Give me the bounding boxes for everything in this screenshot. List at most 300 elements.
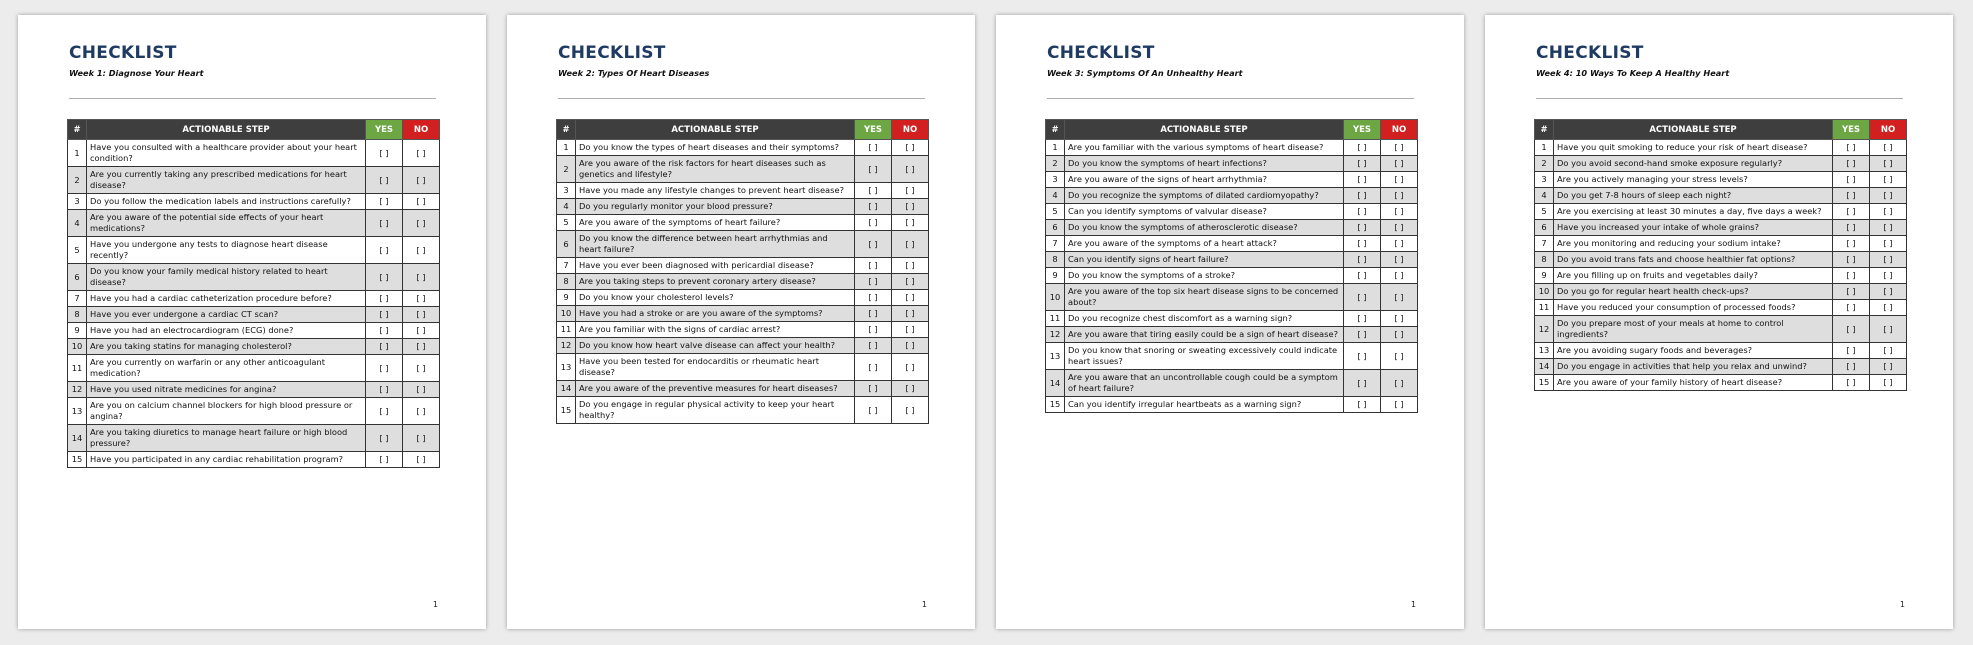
no-checkbox[interactable]: [ ] [403, 382, 440, 398]
row-number: 15 [68, 452, 87, 468]
row-number: 1 [68, 140, 87, 167]
page-number: 1 [921, 600, 927, 609]
table-row [68, 355, 440, 382]
no-checkbox[interactable]: [ ] [892, 183, 929, 199]
no-checkbox[interactable]: [ ] [403, 210, 440, 237]
no-checkbox[interactable]: [ ] [403, 452, 440, 468]
row-number: 12 [68, 382, 87, 398]
yes-checkbox[interactable]: [ ] [1344, 156, 1381, 172]
no-checkbox[interactable]: [ ] [1870, 252, 1907, 268]
no-checkbox[interactable]: [ ] [1870, 375, 1907, 391]
table-row [68, 339, 440, 355]
table-row [1046, 172, 1418, 188]
table-row [68, 194, 440, 210]
row-step-text: Are you familiar with the signs of cardiac arrest? [576, 322, 855, 338]
no-checkbox[interactable]: [ ] [403, 264, 440, 291]
page-number: 1 [1899, 600, 1905, 609]
row-step-text: Do you know your cholesterol levels? [576, 290, 855, 306]
table-row [1046, 327, 1418, 343]
table-header-row [1046, 120, 1418, 140]
yes-checkbox[interactable]: [ ] [1833, 284, 1870, 300]
page-title: CHECKLIST [1047, 43, 1155, 63]
yes-checkbox[interactable]: [ ] [1833, 375, 1870, 391]
row-step-text: Are you aware of the potential side effects of your heart medications? [87, 210, 366, 237]
no-checkbox[interactable]: [ ] [403, 425, 440, 452]
row-number: 5 [557, 215, 576, 231]
yes-checkbox[interactable]: [ ] [855, 258, 892, 274]
no-checkbox[interactable]: [ ] [1381, 188, 1418, 204]
yes-checkbox[interactable]: [ ] [366, 291, 403, 307]
divider [1536, 98, 1903, 99]
row-number: 3 [1535, 172, 1554, 188]
table-row [1535, 172, 1907, 188]
yes-checkbox[interactable]: [ ] [1344, 311, 1381, 327]
page-subtitle: Week 2: Types Of Heart Diseases [558, 68, 710, 78]
table-row [68, 452, 440, 468]
no-checkbox[interactable]: [ ] [1870, 188, 1907, 204]
no-checkbox[interactable]: [ ] [1870, 359, 1907, 375]
page-week-4 [1485, 15, 1953, 629]
row-step-text: Are you aware of the preventive measures for heart diseases? [576, 381, 855, 397]
header-no: NO [892, 120, 929, 140]
header-yes: YES [366, 120, 403, 140]
row-number: 14 [557, 381, 576, 397]
no-checkbox[interactable]: [ ] [1381, 236, 1418, 252]
table-row [557, 258, 929, 274]
no-checkbox[interactable]: [ ] [403, 194, 440, 210]
row-number: 6 [557, 231, 576, 258]
row-step-text: Do you recognize chest discomfort as a warning sign? [1065, 311, 1344, 327]
table-row [1535, 284, 1907, 300]
row-step-text: Are you on calcium channel blockers for high blood pressure or angina? [87, 398, 366, 425]
no-checkbox[interactable]: [ ] [892, 322, 929, 338]
row-number: 5 [1046, 204, 1065, 220]
no-checkbox[interactable]: [ ] [1870, 316, 1907, 343]
row-step-text: Are you familiar with the various symptoms of heart disease? [1065, 140, 1344, 156]
table-row [557, 140, 929, 156]
table-row [68, 140, 440, 167]
table-row [1535, 236, 1907, 252]
no-checkbox[interactable]: [ ] [403, 323, 440, 339]
yes-checkbox[interactable]: [ ] [366, 452, 403, 468]
yes-checkbox[interactable]: [ ] [366, 323, 403, 339]
row-step-text: Do you know the symptoms of a stroke? [1065, 268, 1344, 284]
yes-checkbox[interactable]: [ ] [855, 140, 892, 156]
yes-checkbox[interactable]: [ ] [1833, 172, 1870, 188]
row-step-text: Do you know the symptoms of heart infections? [1065, 156, 1344, 172]
row-number: 4 [1046, 188, 1065, 204]
row-step-text: Are you exercising at least 30 minutes a day, five days a week? [1554, 204, 1833, 220]
row-number: 2 [1535, 156, 1554, 172]
table-row [68, 291, 440, 307]
row-step-text: Do you engage in regular physical activity to keep your heart healthy? [576, 397, 855, 424]
yes-checkbox[interactable]: [ ] [1344, 284, 1381, 311]
header-step: ACTIONABLE STEP [1065, 120, 1344, 140]
row-step-text: Can you identify irregular heartbeats as a warning sign? [1065, 397, 1344, 413]
page-week-2 [507, 15, 975, 629]
table-row [1046, 188, 1418, 204]
row-number: 1 [1535, 140, 1554, 156]
row-number: 15 [1046, 397, 1065, 413]
header-num: # [557, 120, 576, 140]
row-number: 2 [557, 156, 576, 183]
yes-checkbox[interactable]: [ ] [855, 338, 892, 354]
row-step-text: Have you undergone any tests to diagnose heart disease recently? [87, 237, 366, 264]
table-row [68, 398, 440, 425]
row-number: 8 [557, 274, 576, 290]
no-checkbox[interactable]: [ ] [1870, 300, 1907, 316]
row-step-text: Do you know that snoring or sweating excessively could indicate heart issues? [1065, 343, 1344, 370]
table-row [557, 156, 929, 183]
checklist-table [556, 119, 929, 424]
no-checkbox[interactable]: [ ] [403, 307, 440, 323]
yes-checkbox[interactable]: [ ] [366, 339, 403, 355]
header-step: ACTIONABLE STEP [87, 120, 366, 140]
row-number: 11 [1535, 300, 1554, 316]
table-row [1535, 140, 1907, 156]
yes-checkbox[interactable]: [ ] [366, 398, 403, 425]
no-checkbox[interactable]: [ ] [1870, 268, 1907, 284]
row-step-text: Have you used nitrate medicines for angina? [87, 382, 366, 398]
yes-checkbox[interactable]: [ ] [1833, 188, 1870, 204]
row-step-text: Are you monitoring and reducing your sodium intake? [1554, 236, 1833, 252]
table-row [1535, 359, 1907, 375]
table-header-row [557, 120, 929, 140]
divider [1047, 98, 1414, 99]
no-checkbox[interactable]: [ ] [892, 140, 929, 156]
yes-checkbox[interactable]: [ ] [1833, 252, 1870, 268]
table-row [1046, 204, 1418, 220]
yes-checkbox[interactable]: [ ] [855, 215, 892, 231]
header-no: NO [1381, 120, 1418, 140]
no-checkbox[interactable]: [ ] [403, 339, 440, 355]
row-number: 10 [1046, 284, 1065, 311]
row-number: 7 [557, 258, 576, 274]
divider [558, 98, 925, 99]
no-checkbox[interactable]: [ ] [1381, 311, 1418, 327]
no-checkbox[interactable]: [ ] [1870, 343, 1907, 359]
row-step-text: Do you know the difference between heart arrhythmias and heart failure? [576, 231, 855, 258]
header-no: NO [403, 120, 440, 140]
yes-checkbox[interactable]: [ ] [1344, 327, 1381, 343]
yes-checkbox[interactable]: [ ] [855, 290, 892, 306]
yes-checkbox[interactable]: [ ] [1833, 316, 1870, 343]
no-checkbox[interactable]: [ ] [1870, 284, 1907, 300]
row-number: 3 [68, 194, 87, 210]
no-checkbox[interactable]: [ ] [1870, 140, 1907, 156]
page-week-1 [18, 15, 486, 629]
row-number: 12 [1046, 327, 1065, 343]
row-number: 10 [68, 339, 87, 355]
row-number: 4 [557, 199, 576, 215]
row-step-text: Do you engage in activities that help you relax and unwind? [1554, 359, 1833, 375]
row-step-text: Do you prepare most of your meals at home to control ingredients? [1554, 316, 1833, 343]
table-row [1535, 268, 1907, 284]
row-number: 10 [557, 306, 576, 322]
yes-checkbox[interactable]: [ ] [855, 274, 892, 290]
no-checkbox[interactable]: [ ] [1381, 370, 1418, 397]
no-checkbox[interactable]: [ ] [1381, 284, 1418, 311]
no-checkbox[interactable]: [ ] [892, 290, 929, 306]
yes-checkbox[interactable]: [ ] [1833, 300, 1870, 316]
yes-checkbox[interactable]: [ ] [1833, 343, 1870, 359]
yes-checkbox[interactable]: [ ] [366, 140, 403, 167]
header-yes: YES [855, 120, 892, 140]
row-number: 12 [1535, 316, 1554, 343]
header-yes: YES [1344, 120, 1381, 140]
row-step-text: Do you know the symptoms of atherosclerotic disease? [1065, 220, 1344, 236]
no-checkbox[interactable]: [ ] [1381, 156, 1418, 172]
yes-checkbox[interactable]: [ ] [1344, 204, 1381, 220]
table-row [68, 210, 440, 237]
yes-checkbox[interactable]: [ ] [855, 322, 892, 338]
row-step-text: Are you currently taking any prescribed medications for heart disease? [87, 167, 366, 194]
row-number: 7 [68, 291, 87, 307]
no-checkbox[interactable]: [ ] [1870, 172, 1907, 188]
no-checkbox[interactable]: [ ] [892, 231, 929, 258]
row-number: 13 [1535, 343, 1554, 359]
no-checkbox[interactable]: [ ] [1381, 327, 1418, 343]
page-subtitle: Week 3: Symptoms Of An Unhealthy Heart [1047, 68, 1243, 78]
yes-checkbox[interactable]: [ ] [855, 199, 892, 215]
header-yes: YES [1833, 120, 1870, 140]
table-row [1046, 311, 1418, 327]
table-row [1046, 343, 1418, 370]
row-step-text: Are you taking statins for managing cholesterol? [87, 339, 366, 355]
row-number: 14 [1046, 370, 1065, 397]
row-step-text: Are you aware of the signs of heart arrhythmia? [1065, 172, 1344, 188]
yes-checkbox[interactable]: [ ] [1833, 236, 1870, 252]
yes-checkbox[interactable]: [ ] [1344, 188, 1381, 204]
header-step: ACTIONABLE STEP [576, 120, 855, 140]
yes-checkbox[interactable]: [ ] [855, 156, 892, 183]
table-row [68, 323, 440, 339]
no-checkbox[interactable]: [ ] [403, 140, 440, 167]
no-checkbox[interactable]: [ ] [892, 274, 929, 290]
checklist-table [1534, 119, 1907, 391]
yes-checkbox[interactable]: [ ] [366, 264, 403, 291]
row-number: 11 [1046, 311, 1065, 327]
no-checkbox[interactable]: [ ] [403, 237, 440, 264]
table-row [557, 290, 929, 306]
row-number: 3 [557, 183, 576, 199]
row-number: 8 [1046, 252, 1065, 268]
yes-checkbox[interactable]: [ ] [855, 354, 892, 381]
table-header-row [1535, 120, 1907, 140]
yes-checkbox[interactable]: [ ] [1833, 220, 1870, 236]
row-number: 12 [557, 338, 576, 354]
no-checkbox[interactable]: [ ] [403, 167, 440, 194]
row-step-text: Do you know how heart valve disease can affect your health? [576, 338, 855, 354]
table-row [1535, 220, 1907, 236]
table-row [1535, 343, 1907, 359]
table-row [1535, 156, 1907, 172]
header-num: # [1535, 120, 1554, 140]
row-number: 8 [68, 307, 87, 323]
row-step-text: Are you aware that tiring easily could be a sign of heart disease? [1065, 327, 1344, 343]
row-number: 5 [68, 237, 87, 264]
row-step-text: Have you reduced your consumption of processed foods? [1554, 300, 1833, 316]
row-step-text: Have you consulted with a healthcare provider about your heart condition? [87, 140, 366, 167]
yes-checkbox[interactable]: [ ] [855, 397, 892, 424]
yes-checkbox[interactable]: [ ] [1344, 370, 1381, 397]
yes-checkbox[interactable]: [ ] [366, 237, 403, 264]
yes-checkbox[interactable]: [ ] [1344, 236, 1381, 252]
page-title: CHECKLIST [558, 43, 666, 63]
yes-checkbox[interactable]: [ ] [855, 381, 892, 397]
row-step-text: Can you identify symptoms of valvular disease? [1065, 204, 1344, 220]
no-checkbox[interactable]: [ ] [1381, 252, 1418, 268]
no-checkbox[interactable]: [ ] [403, 291, 440, 307]
row-step-text: Have you participated in any cardiac rehabilitation program? [87, 452, 366, 468]
row-number: 4 [68, 210, 87, 237]
row-number: 1 [557, 140, 576, 156]
table-row [1046, 220, 1418, 236]
yes-checkbox[interactable]: [ ] [855, 231, 892, 258]
row-number: 15 [1535, 375, 1554, 391]
no-checkbox[interactable]: [ ] [1381, 397, 1418, 413]
no-checkbox[interactable]: [ ] [1870, 236, 1907, 252]
yes-checkbox[interactable]: [ ] [1833, 140, 1870, 156]
row-number: 1 [1046, 140, 1065, 156]
yes-checkbox[interactable]: [ ] [366, 382, 403, 398]
row-step-text: Are you avoiding sugary foods and beverages? [1554, 343, 1833, 359]
row-step-text: Have you had an electrocardiogram (ECG) done? [87, 323, 366, 339]
no-checkbox[interactable]: [ ] [892, 381, 929, 397]
table-row [68, 425, 440, 452]
row-step-text: Have you been tested for endocarditis or rheumatic heart disease? [576, 354, 855, 381]
no-checkbox[interactable]: [ ] [892, 215, 929, 231]
yes-checkbox[interactable]: [ ] [1833, 268, 1870, 284]
no-checkbox[interactable]: [ ] [1870, 220, 1907, 236]
table-row [1046, 252, 1418, 268]
yes-checkbox[interactable]: [ ] [366, 307, 403, 323]
table-row [557, 183, 929, 199]
row-number: 13 [1046, 343, 1065, 370]
yes-checkbox[interactable]: [ ] [1344, 397, 1381, 413]
row-step-text: Are you aware of the risk factors for heart diseases such as genetics and lifestyle? [576, 156, 855, 183]
row-step-text: Can you identify signs of heart failure? [1065, 252, 1344, 268]
yes-checkbox[interactable]: [ ] [366, 210, 403, 237]
row-step-text: Do you know the types of heart diseases and their symptoms? [576, 140, 855, 156]
header-no: NO [1870, 120, 1907, 140]
no-checkbox[interactable]: [ ] [892, 354, 929, 381]
row-number: 7 [1535, 236, 1554, 252]
table-row [557, 274, 929, 290]
row-step-text: Have you ever been diagnosed with pericardial disease? [576, 258, 855, 274]
yes-checkbox[interactable]: [ ] [1833, 156, 1870, 172]
row-number: 9 [1535, 268, 1554, 284]
row-number: 11 [557, 322, 576, 338]
yes-checkbox[interactable]: [ ] [1344, 343, 1381, 370]
row-number: 6 [68, 264, 87, 291]
table-row [1535, 316, 1907, 343]
no-checkbox[interactable]: [ ] [892, 338, 929, 354]
no-checkbox[interactable]: [ ] [1381, 343, 1418, 370]
table-row [557, 322, 929, 338]
no-checkbox[interactable]: [ ] [892, 199, 929, 215]
page-subtitle: Week 1: Diagnose Your Heart [69, 68, 204, 78]
header-num: # [1046, 120, 1065, 140]
no-checkbox[interactable]: [ ] [1381, 220, 1418, 236]
row-number: 9 [557, 290, 576, 306]
table-header-row [68, 120, 440, 140]
table-row [1046, 236, 1418, 252]
header-num: # [68, 120, 87, 140]
no-checkbox[interactable]: [ ] [403, 355, 440, 382]
yes-checkbox[interactable]: [ ] [1833, 359, 1870, 375]
no-checkbox[interactable]: [ ] [403, 398, 440, 425]
yes-checkbox[interactable]: [ ] [366, 194, 403, 210]
table-row [557, 215, 929, 231]
table-row [68, 382, 440, 398]
no-checkbox[interactable]: [ ] [892, 258, 929, 274]
row-number: 13 [557, 354, 576, 381]
table-row [1535, 188, 1907, 204]
no-checkbox[interactable]: [ ] [1381, 268, 1418, 284]
yes-checkbox[interactable]: [ ] [855, 306, 892, 322]
table-row [1046, 156, 1418, 172]
row-number: 9 [1046, 268, 1065, 284]
table-row [1046, 268, 1418, 284]
row-step-text: Are you filling up on fruits and vegetables daily? [1554, 268, 1833, 284]
table-row [557, 231, 929, 258]
yes-checkbox[interactable]: [ ] [1344, 140, 1381, 156]
row-number: 6 [1046, 220, 1065, 236]
row-number: 7 [1046, 236, 1065, 252]
yes-checkbox[interactable]: [ ] [366, 425, 403, 452]
row-step-text: Are you taking steps to prevent coronary artery disease? [576, 274, 855, 290]
row-number: 11 [68, 355, 87, 382]
no-checkbox[interactable]: [ ] [892, 397, 929, 424]
row-number: 2 [68, 167, 87, 194]
yes-checkbox[interactable]: [ ] [855, 183, 892, 199]
no-checkbox[interactable]: [ ] [1870, 156, 1907, 172]
yes-checkbox[interactable]: [ ] [366, 355, 403, 382]
yes-checkbox[interactable]: [ ] [1344, 220, 1381, 236]
row-step-text: Do you regularly monitor your blood pressure? [576, 199, 855, 215]
row-step-text: Do you know your family medical history related to heart disease? [87, 264, 366, 291]
row-number: 14 [1535, 359, 1554, 375]
row-step-text: Are you currently on warfarin or any other anticoagulant medication? [87, 355, 366, 382]
page-title: CHECKLIST [69, 43, 177, 63]
yes-checkbox[interactable]: [ ] [1344, 252, 1381, 268]
no-checkbox[interactable]: [ ] [1381, 204, 1418, 220]
row-number: 13 [68, 398, 87, 425]
no-checkbox[interactable]: [ ] [892, 306, 929, 322]
no-checkbox[interactable]: [ ] [892, 156, 929, 183]
row-step-text: Have you had a stroke or are you aware of the symptoms? [576, 306, 855, 322]
table-row [1535, 252, 1907, 268]
yes-checkbox[interactable]: [ ] [366, 167, 403, 194]
no-checkbox[interactable]: [ ] [1870, 204, 1907, 220]
table-row [1046, 284, 1418, 311]
row-step-text: Are you aware of the top six heart disease signs to be concerned about? [1065, 284, 1344, 311]
row-step-text: Have you had a cardiac catheterization procedure before? [87, 291, 366, 307]
table-row [557, 306, 929, 322]
yes-checkbox[interactable]: [ ] [1344, 172, 1381, 188]
row-step-text: Have you made any lifestyle changes to prevent heart disease? [576, 183, 855, 199]
no-checkbox[interactable]: [ ] [1381, 140, 1418, 156]
yes-checkbox[interactable]: [ ] [1833, 204, 1870, 220]
table-row [557, 381, 929, 397]
table-row [1046, 140, 1418, 156]
row-number: 5 [1535, 204, 1554, 220]
no-checkbox[interactable]: [ ] [1381, 172, 1418, 188]
table-row [68, 264, 440, 291]
page-number: 1 [432, 600, 438, 609]
yes-checkbox[interactable]: [ ] [1344, 268, 1381, 284]
